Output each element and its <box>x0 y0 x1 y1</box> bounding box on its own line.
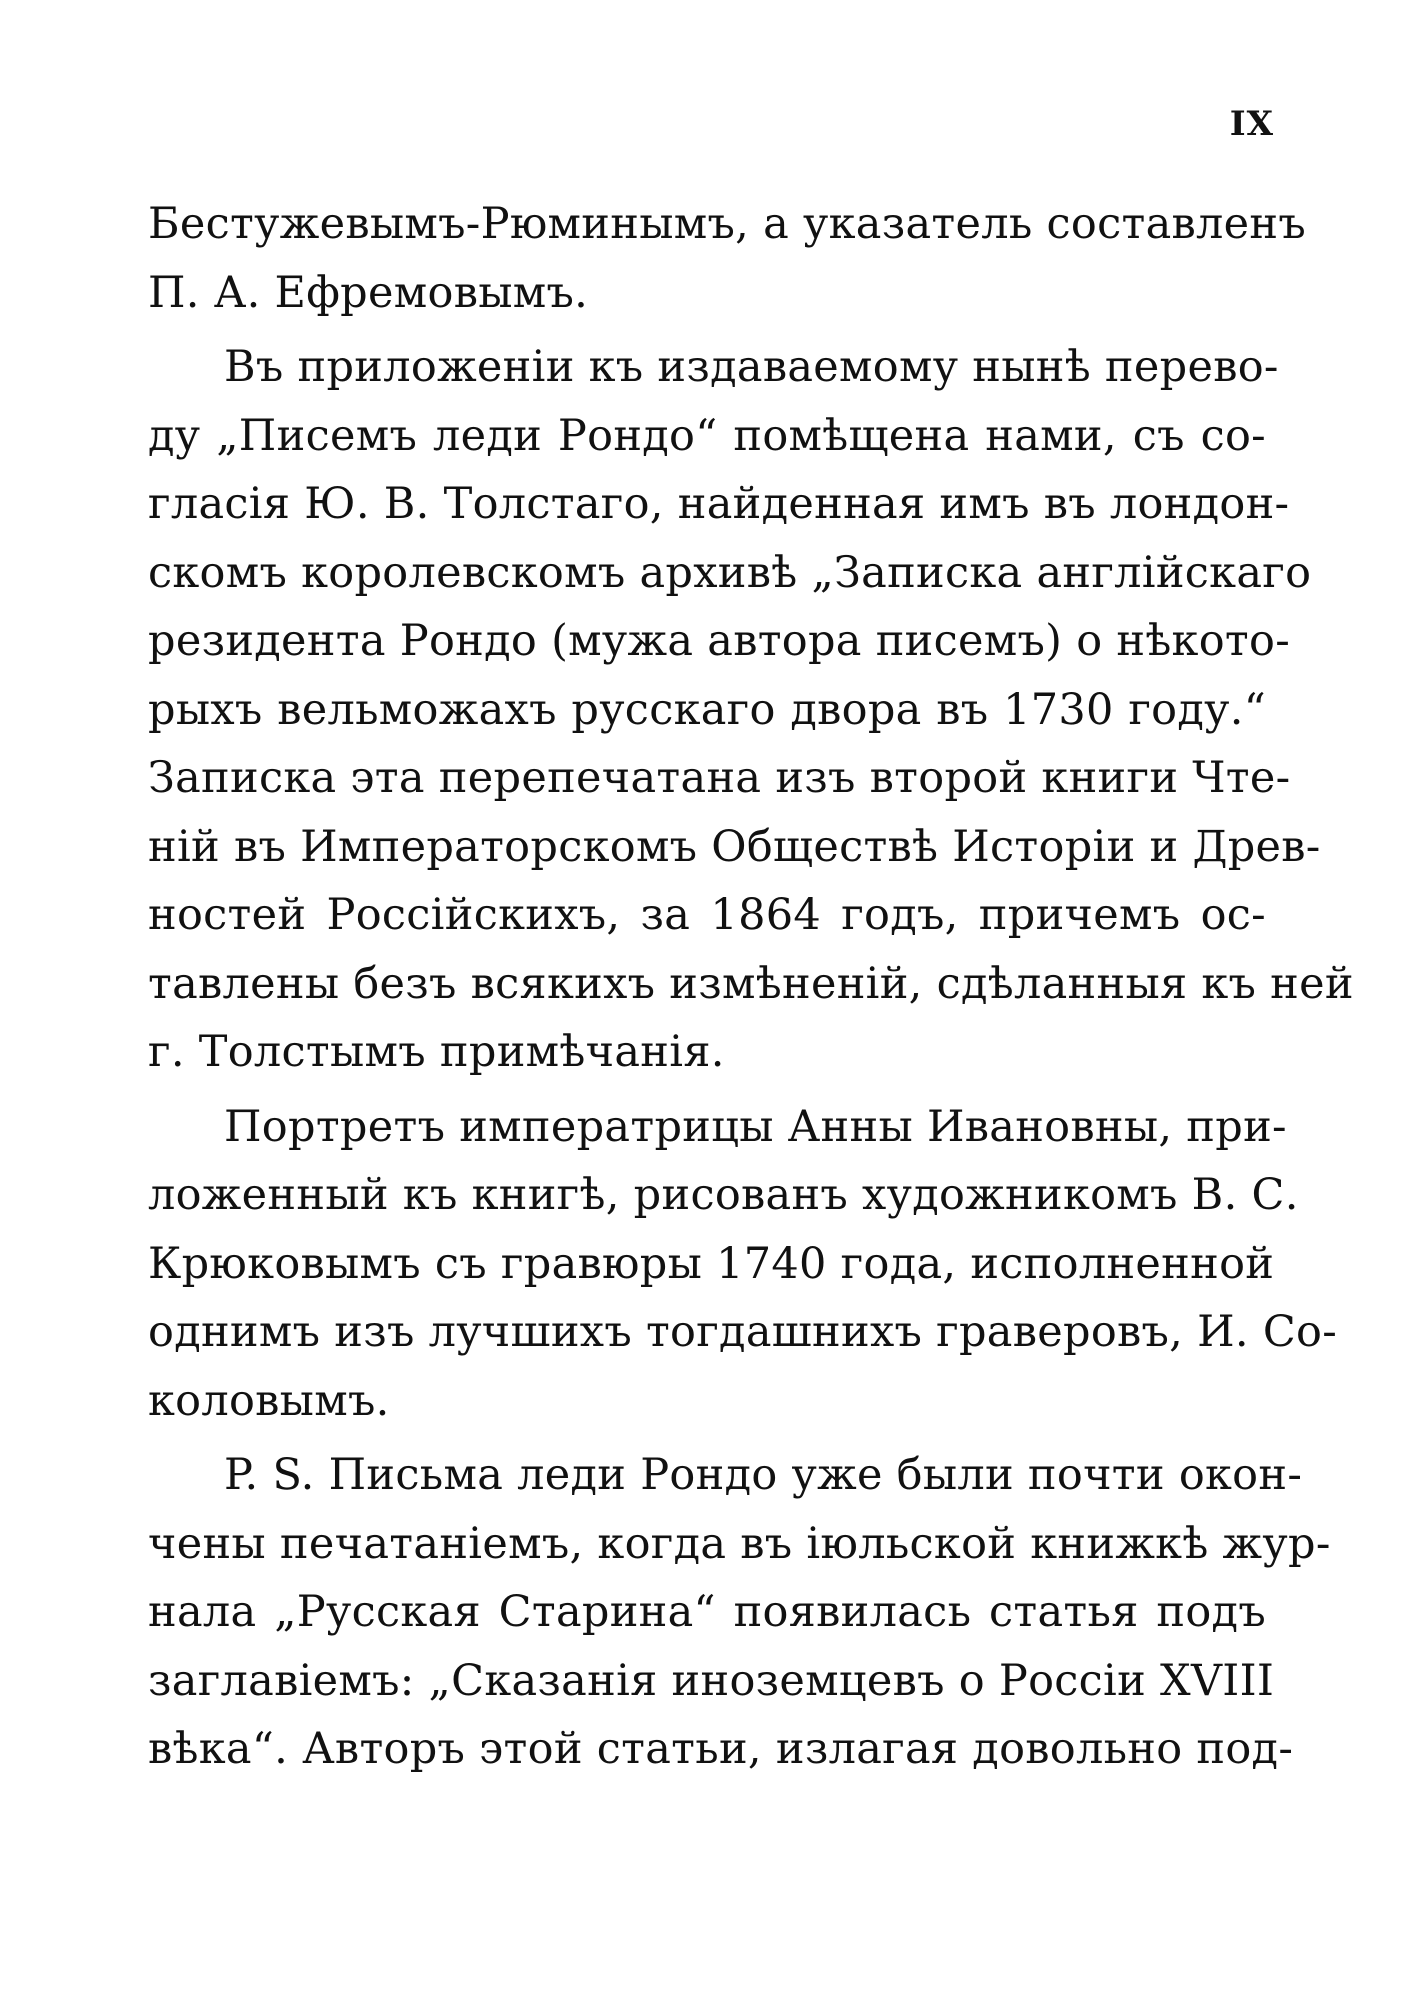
text-line: тавлены безъ всякихъ измѣненій, сдѣланныя къ ней <box>148 958 1354 1009</box>
text-line: коловымъ. <box>148 1375 390 1426</box>
text-line: гласія Ю. В. Толстаго, найденная имъ въ лондон- <box>148 479 1290 529</box>
text-line: г. Толстымъ примѣчанія. <box>148 1027 725 1077</box>
text-line: чены печатаніемъ, когда въ іюльской книжкѣ жур- <box>148 1518 1331 1569</box>
text-line: нала „Русская Старина“ появилась статья подъ <box>148 1587 1266 1637</box>
paragraph-2 <box>148 333 1354 1087</box>
page-number: IX <box>1229 104 1274 144</box>
text-line: ду „Писемъ леди Рондо“ помѣщена нами, съ со- <box>148 410 1266 461</box>
text-line: Бестужевымъ-Рюминымъ, а указатель составленъ <box>148 199 1306 249</box>
text-line: резидента Рондо (мужа автора писемъ) о нѣкото- <box>148 616 1291 666</box>
text-line: вѣка“. Авторъ этой статьи, излагая довольно под- <box>148 1724 1294 1774</box>
paragraph-3 <box>148 1093 1338 1436</box>
paragraph-4 <box>148 1441 1331 1784</box>
text-line: Портретъ императрицы Анны Ивановны, при- <box>224 1101 1287 1152</box>
text-line: ностей Россійскихъ, за 1864 годъ, причемъ ос- <box>148 890 1266 940</box>
text-line: P. S. Письма леди Рондо уже были почти окон- <box>224 1450 1303 1500</box>
text-line: заглавіемъ: „Сказанія иноземцевъ о Россіи XVIII <box>148 1655 1275 1706</box>
text-line: Въ приложеніи къ издаваемому нынѣ перево- <box>224 342 1279 392</box>
text-line: однимъ изъ лучшихъ тогдашнихъ граверовъ, И. Со- <box>148 1307 1338 1357</box>
text-line: скомъ королевскомъ архивѣ „Записка англійскаго <box>148 547 1312 598</box>
text-line: Крюковымъ съ гравюры 1740 года, исполненной <box>148 1238 1275 1289</box>
text-line: Записка эта перепечатана изъ второй книги Чте- <box>148 753 1291 803</box>
text-line: ложенный къ книгѣ, рисованъ художникомъ В. С. <box>148 1170 1299 1220</box>
text-line: рыхъ вельможахъ русскаго двора въ 1730 году.“ <box>148 684 1266 735</box>
text-line: ній въ Императорскомъ Обществѣ Исторіи и Древ- <box>148 821 1321 872</box>
paragraph-1 <box>148 190 1306 327</box>
body-text <box>148 190 1354 1784</box>
text-line: П. А. Ефремовымъ. <box>148 267 589 318</box>
